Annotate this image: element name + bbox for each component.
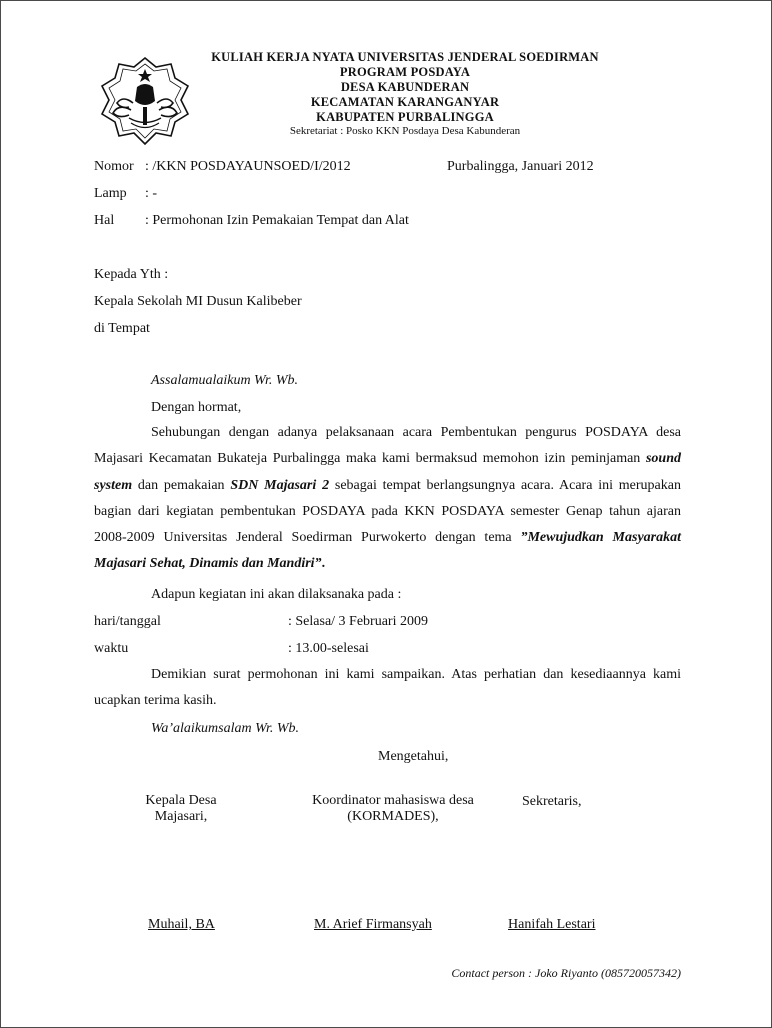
sekretaris-title: Sekretaris, [522,794,582,809]
kades-title [131,793,231,825]
header-desa: DESA KABUNDERAN [340,80,470,94]
recipient-line-2: Kepala Sekolah MI Dusun Kalibeber [94,294,302,309]
opening-greeting: Dengan hormat, [151,400,242,415]
recipient-line-3: di Tempat [94,321,150,336]
body-paragraph [94,420,681,578]
closing-salam: Wa’alaikumsalam Wr. Wb. [151,721,300,736]
kordes-name: M. Arief Firmansyah [314,917,432,932]
contact-person: Contact person : Joko Riyanto (085720057342) [451,966,681,980]
closing-text: Demikian surat permohonan ini kami sampaikan. Atas perhatian dan kesediaannya kami ucapkan terima kasih. [94,667,681,709]
kades-title-line-2: Majasari, [154,809,208,824]
opening-salam: Assalamualaikum Wr. Wb. [151,373,298,388]
time-label: waktu [94,641,129,656]
kordes-title-line-1: Koordinator mahasiswa desa [312,793,474,808]
closing-paragraph [94,662,681,715]
kordes-title [286,793,500,825]
day-value: : Selasa/ 3 Februari 2009 [288,614,428,629]
sekretaris-name: Hanifah Lestari [508,917,596,932]
lamp-value: : - [145,186,158,201]
nomor-value: : /KKN POSDAYAUNSOED/I/2012 [145,159,351,174]
header-program: PROGRAM POSDAYA [339,65,471,79]
body-text-part-3: sebagai tempat berlangsungnya acara. Acara ini merupakan bagian dari kegiatan pembentukan POSDAYA pada KKN POSDAYA semester Genap tahun ajaran 2008-2009 Universitas Jenderal Soedirman Purwokerto dengan tema [94,477,681,546]
header-university: KULIAH KERJA NYATA UNIVERSITAS JENDERAL SOEDIRMAN [211,50,599,64]
body-text-part-1: Sehubungan dengan adanya pelaksanaan acara Pembentukan pengurus POSDAYA desa Majasari Kecamatan Bukateja Purbalingga maka kami bermaksud memohon izin peminjaman [94,425,681,467]
time-value: : 13.00-selesai [288,641,369,656]
sdn-majasari-text: SDN Majasari 2 [230,477,330,493]
hal-value: : Permohonan Izin Pemakaian Tempat dan Alat [145,213,409,228]
header-kabupaten: KABUPATEN PURBALINGGA [316,110,494,124]
place-date: Purbalingga, Januari 2012 [447,159,594,174]
mengetahui-label: Mengetahui, [378,749,449,764]
body-text-part-2: dan pemakaian [132,477,231,493]
schedule-intro: Adapun kegiatan ini akan dilaksanaka pada : [151,587,402,602]
header-kecamatan: KECAMATAN KARANGANYAR [310,95,500,109]
sound-system-text: sound system [94,451,681,493]
lamp-label: Lamp [94,186,127,201]
kordes-title-line-2: (KORMADES), [347,809,439,824]
university-seal-logo [99,55,191,147]
nomor-label: Nomor [94,159,134,174]
header-secretariat: Sekretariat : Posko KKN Posdaya Desa Kabunderan [289,125,521,137]
hal-label: Hal [94,213,115,228]
kades-title-line-1: Kepala Desa [145,793,217,808]
tema-text: ”Mewujudkan Masyarakat Majasari Sehat, Dinamis dan Mandiri” [94,530,681,572]
day-label: hari/tanggal [94,614,161,629]
body-text-end: . [321,556,326,572]
recipient-line-1: Kepada Yth : [94,267,169,282]
kades-name: Muhail, BA [148,917,215,932]
